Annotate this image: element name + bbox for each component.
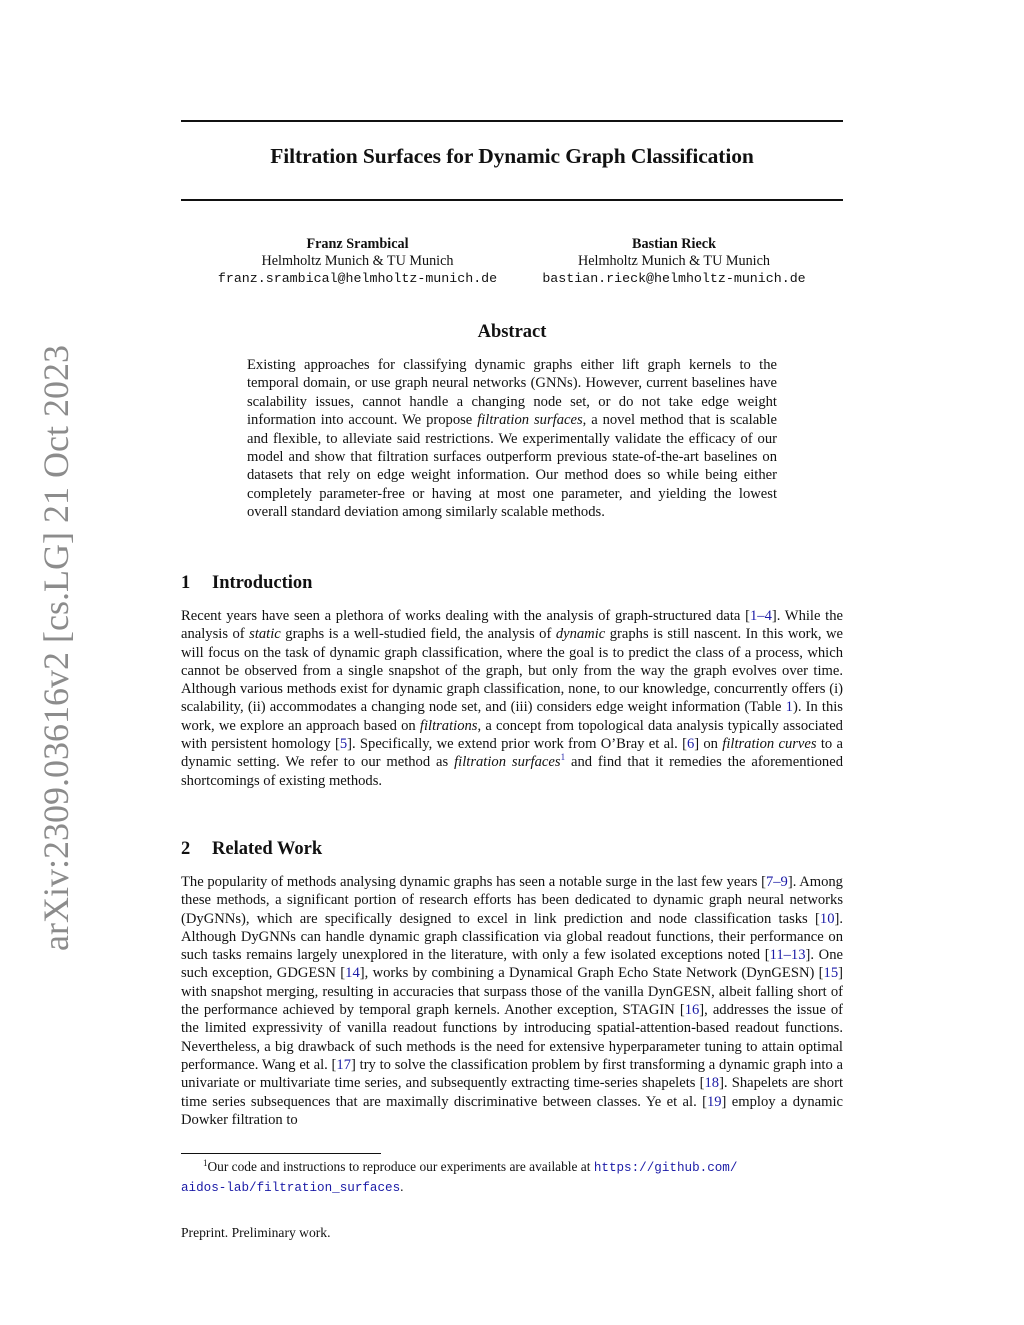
title-rule-top bbox=[181, 120, 843, 122]
citation-link[interactable]: 5 bbox=[339, 736, 348, 753]
abstract-text: Existing approaches for classifying dynamic graphs either lift graph kernels to the temporal domain, or use graph neural networks (GNNs). However, current baselines have scalability issues, cannot handle a changing node set, or do not take edge weight information into account. We propose filtration surfaces, a novel method that is scalable and flexible, to alleviate said restrictions. We experimentally validate the efficacy of our model and show that filtration surfaces outperform previous state-of-the-art baselines on datasets that rely on edge weight information. Our method does so while being either completely parameter-free or having at most one parameter, and yielding the lowest overall standard deviation among similarly scalable methods. bbox=[247, 357, 778, 521]
citation-link[interactable]: 18 bbox=[704, 1075, 720, 1092]
paper-title: Filtration Surfaces for Dynamic Graph Classification bbox=[270, 144, 754, 168]
citation-link[interactable]: 19 bbox=[706, 1093, 722, 1110]
author-block-2 bbox=[527, 236, 821, 287]
section-heading-related-work: 2 Related Work bbox=[181, 839, 323, 859]
author-name: Bastian Rieck bbox=[632, 236, 716, 252]
citation-link[interactable]: 1–4 bbox=[749, 608, 772, 624]
citation-link[interactable]: 6 bbox=[686, 736, 695, 753]
author-affiliation: Helmholtz Munich & TU Munich bbox=[577, 253, 771, 269]
preprint-note: Preprint. Preliminary work. bbox=[181, 1225, 331, 1240]
related-work-paragraph: The popularity of methods analysing dynamic graphs has seen a notable surge in the last few years [7–9]. Among these methods, a significant portion of research efforts has been dedicated to dynamic graph neural networks (DyGNNs), which are specifically designed to excel in link prediction and node classification tasks [10]. Although DyGNNs can handle dynamic graph classification via global readout functions, their performance on such tasks remains largely unexplored in the literature, with only a few isolated exceptions noted [11–13]. One such exception, GDGESN [14], works by combining a Dynamical Graph Echo State Network (DynGESN) [15] with snapshot merging, resulting in accuracies that surpass those of the vanilla DynGESN, albeit falling short of the performance achieved by temporal graph kernels. Another exception, STAGIN [16], addresses the issue of the limited expressivity of vanilla readout functions by introducing spatial-attention-based readout functions. Nevertheless, a big drawback of such methods is the need for extensive hyperparameter tuning to attain optimal performance. Wang et al. [17] try to solve the classification problem by first transforming a dynamic graph into a univariate or multivariate time series, and subsequently extracting time-series shapelets [18]. Shapelets are short time series subsequences that are maximally discriminative between classes. Ye et al. [19] employ a dynamic Dowker filtration to bbox=[181, 874, 844, 1128]
author-affiliation: Helmholtz Munich & TU Munich bbox=[261, 253, 454, 269]
author-email[interactable]: bastian.rieck@helmholtz-munich.de bbox=[542, 271, 806, 286]
citation-link[interactable]: 15 bbox=[823, 965, 839, 982]
citation-link[interactable]: 14 bbox=[345, 965, 360, 982]
arxiv-stamp: arXiv:2309.03616v2 [cs.LG] 21 Oct 2023 bbox=[36, 345, 76, 951]
footnote-rule bbox=[181, 1153, 381, 1154]
footnote-marker[interactable]: 1 bbox=[560, 752, 566, 763]
section-heading-introduction: 1 Introduction bbox=[181, 573, 313, 593]
citation-link[interactable]: 11–13 bbox=[769, 947, 806, 964]
author-name: Franz Srambical bbox=[306, 236, 409, 252]
citation-link[interactable]: 10 bbox=[819, 910, 835, 927]
title-rule-bottom bbox=[181, 199, 843, 201]
introduction-paragraph: Recent years have seen a plethora of works dealing with the analysis of graph-structured data [1–4]. While the analysis of static graphs is a well-studied field, the analysis of dynamic graphs is still nascent. In this work, we will focus on the task of dynamic graph classification, where the goal is to predict the class of a process, which cannot be observed from a single snapshot of the graph, but only from the way the graph evolves over time. Although various methods exist for dynamic graph classification, none, to our knowledge, concurrently offers (i) scalability, (ii) accommodates a changing node set, and (iii) considers edge weight information (Table 1). In this work, we explore an approach based on filtrations, a concept from topological data analysis typically associated with persistent homology [5]. Specifically, we extend prior work from O’Bray et al. [6] on filtration curves to a dynamic setting. We refer to our method as filtration surfaces$^1$ and find that it remedies the aforementioned shortcomings of existing methods. bbox=[181, 608, 844, 789]
citation-link[interactable]: 7–9 bbox=[765, 874, 788, 890]
footnote-url-link[interactable]: aidos-lab/filtration_surfaces bbox=[181, 1180, 401, 1195]
footnote-url-link[interactable]: https://github.com/ bbox=[593, 1161, 738, 1175]
citation-link[interactable]: 17 bbox=[336, 1056, 352, 1073]
citation-link[interactable]: 16 bbox=[684, 1002, 700, 1019]
abstract-heading: Abstract bbox=[477, 322, 547, 342]
author-block-1 bbox=[195, 236, 520, 287]
table-link[interactable]: 1 bbox=[785, 699, 793, 716]
footnote: $^1$Our code and instructions to reproduce our experiments are available at https://github.com/ aidos-lab/filtration_surfaces. bbox=[181, 1157, 738, 1195]
author-email[interactable]: franz.srambical@helmholtz-munich.de bbox=[217, 271, 498, 286]
